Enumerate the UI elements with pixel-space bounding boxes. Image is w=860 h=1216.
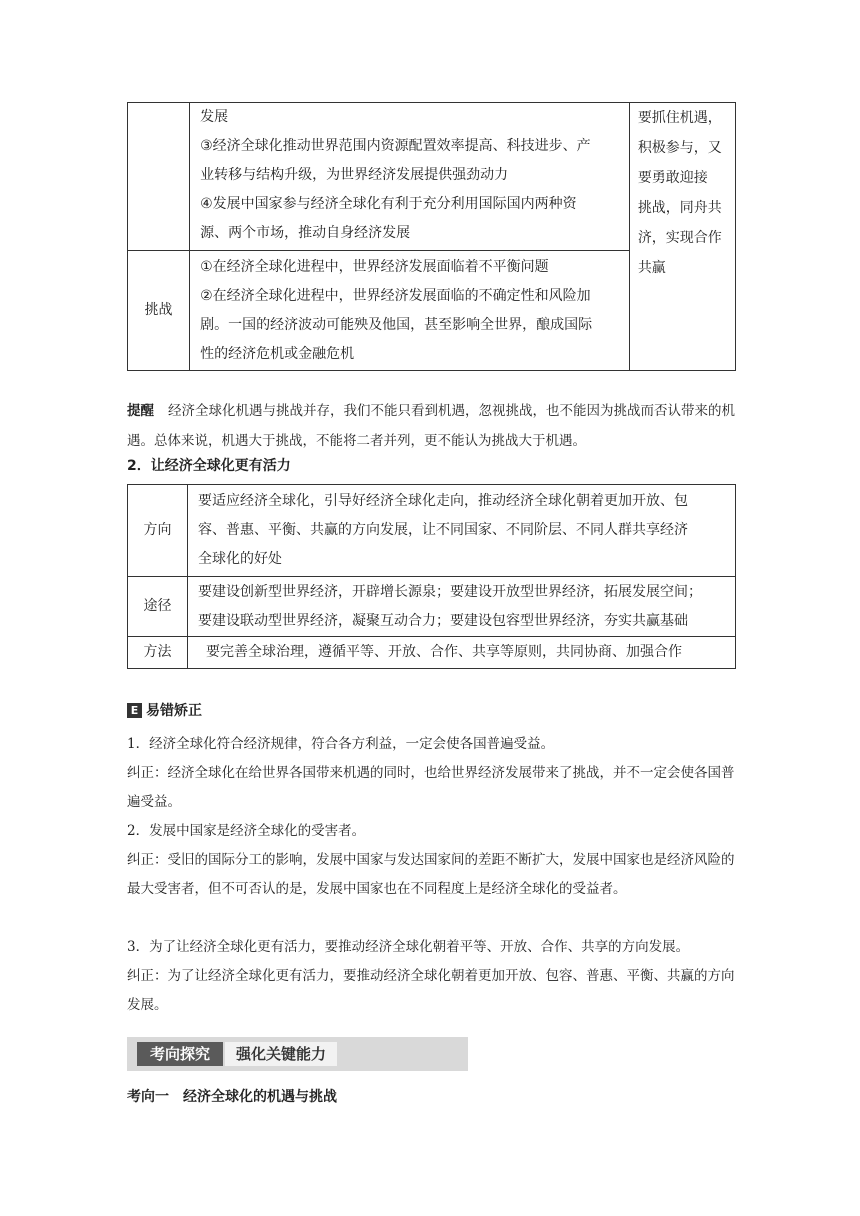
banner-label-secondary: 强化关键能力: [225, 1042, 337, 1066]
error-correction: 纠正：受旧的国际分工的影响，发展中国家与发达国家间的差距不断扩大，发展中国家也是经济风险的最大受害者，但不可否认的是，发展中国家也在不同程度上是经济全球化的受益者。: [127, 852, 735, 897]
error-statement: 1．经济全球化符合经济规律，符合各方利益，一定会使各国普遍受益。: [127, 736, 555, 752]
topic-label: 考向一: [127, 1089, 169, 1105]
table-line: 性的经济危机或金融危机: [200, 345, 355, 362]
table-line: 容、普惠、平衡、共赢的方向发展，让不同国家、不同阶层、不同人群共享经济: [198, 522, 688, 538]
table-line: 济，实现合作: [637, 230, 722, 246]
table-line: 剧。一国的经济波动可能殃及他国，甚至影响全世界，酿成国际: [200, 316, 593, 333]
table-line: ②在经济全球化进程中，世界经济发展面临的不确定性和风险加: [200, 287, 591, 304]
table-line: 发展: [200, 109, 229, 125]
table-line: 要抓住机遇，: [637, 110, 722, 126]
table-line: 要勇敢迎接: [637, 170, 708, 186]
table-line: 要适应经济全球化，引导好经济全球化走向，推动经济全球化朝着更加开放、包: [198, 493, 688, 509]
table-line: 共赢: [637, 260, 666, 276]
table-cell-empty-label: [128, 103, 190, 251]
table-line: 全球化的好处: [198, 551, 282, 567]
error-correction-heading: [127, 700, 202, 720]
table-line: 要建设创新型世界经济，开辟增长源泉；要建设开放型世界经济，拓展发展空间；: [198, 583, 702, 600]
table-line: 要建设联动型世界经济，凝聚互动合力；要建设包容型世界经济，夯实共赢基础: [198, 612, 688, 629]
banner-label-primary: 考向探究: [137, 1042, 223, 1066]
vitality-table: [127, 484, 736, 669]
reminder-text: 经济全球化机遇与挑战并存，我们不能只看到机遇，忽视挑战，也不能因为挑战而否认带来的机遇。总体来说，机遇大于挑战，不能将二者并列，更不能认为挑战大于机遇。: [127, 403, 735, 449]
reminder-keyword: 提醒: [127, 403, 154, 419]
error-section-icon: E: [127, 703, 142, 718]
table-cell-challenge-content: [190, 251, 630, 371]
error-correction: 纠正：经济全球化在给世界各国带来机遇的同时，也给世界经济发展带来了挑战，并不一定会使各国普遍受益。: [127, 765, 735, 810]
table-line: ③经济全球化推动世界范围内资源配置效率提高、科技进步、产: [200, 138, 591, 154]
table-cell-opportunity-content: [190, 103, 630, 251]
error-correction: 纠正：为了让经济全球化更有活力，要推动经济全球化朝着更加开放、包容、普惠、平衡、共赢的方向发展。: [127, 968, 735, 1013]
table-cell-attitude: [629, 103, 735, 371]
error-section-title: 易错矫正: [146, 703, 202, 719]
error-statement: 2．发展中国家是经济全球化的受害者。: [127, 823, 366, 839]
table-line: ④发展中国家参与经济全球化有利于充分利用国际国内两种资: [200, 196, 577, 212]
table-cell-path-label: 途径: [128, 577, 188, 637]
table-line: 要完善全球治理，遵循平等、开放、合作、共享等原则，共同协商、加强合作: [206, 644, 682, 660]
topic-title: 经济全球化的机遇与挑战: [183, 1089, 337, 1105]
table-cell-method-content: [188, 637, 736, 669]
table-line: 积极参与，又: [637, 140, 722, 156]
section-banner: [127, 1037, 468, 1071]
table-line: 业转移与结构升级，为世界经济发展提供强劲动力: [200, 167, 509, 183]
table-cell-path-content: [188, 577, 736, 637]
table-line: 源、两个市场，推动自身经济发展: [200, 225, 411, 241]
topic-heading: [127, 1083, 337, 1111]
table-cell-challenge-label: 挑战: [128, 251, 190, 371]
table-line: ①在经济全球化进程中，世界经济发展面临着不平衡问题: [200, 258, 549, 275]
error-statement: 3．为了让经济全球化更有活力，要推动经济全球化朝着平等、开放、合作、共享的方向发展。: [127, 939, 690, 955]
section-heading: 2．让经济全球化更有活力: [127, 458, 291, 474]
reminder-paragraph: [127, 396, 735, 456]
table-line: 挑战，同舟共: [637, 200, 722, 216]
table-cell-direction-content: [188, 485, 736, 577]
table-cell-method-label: 方法: [128, 637, 188, 669]
table-cell-direction-label: 方向: [128, 485, 188, 577]
opportunity-challenge-table: [127, 102, 736, 371]
